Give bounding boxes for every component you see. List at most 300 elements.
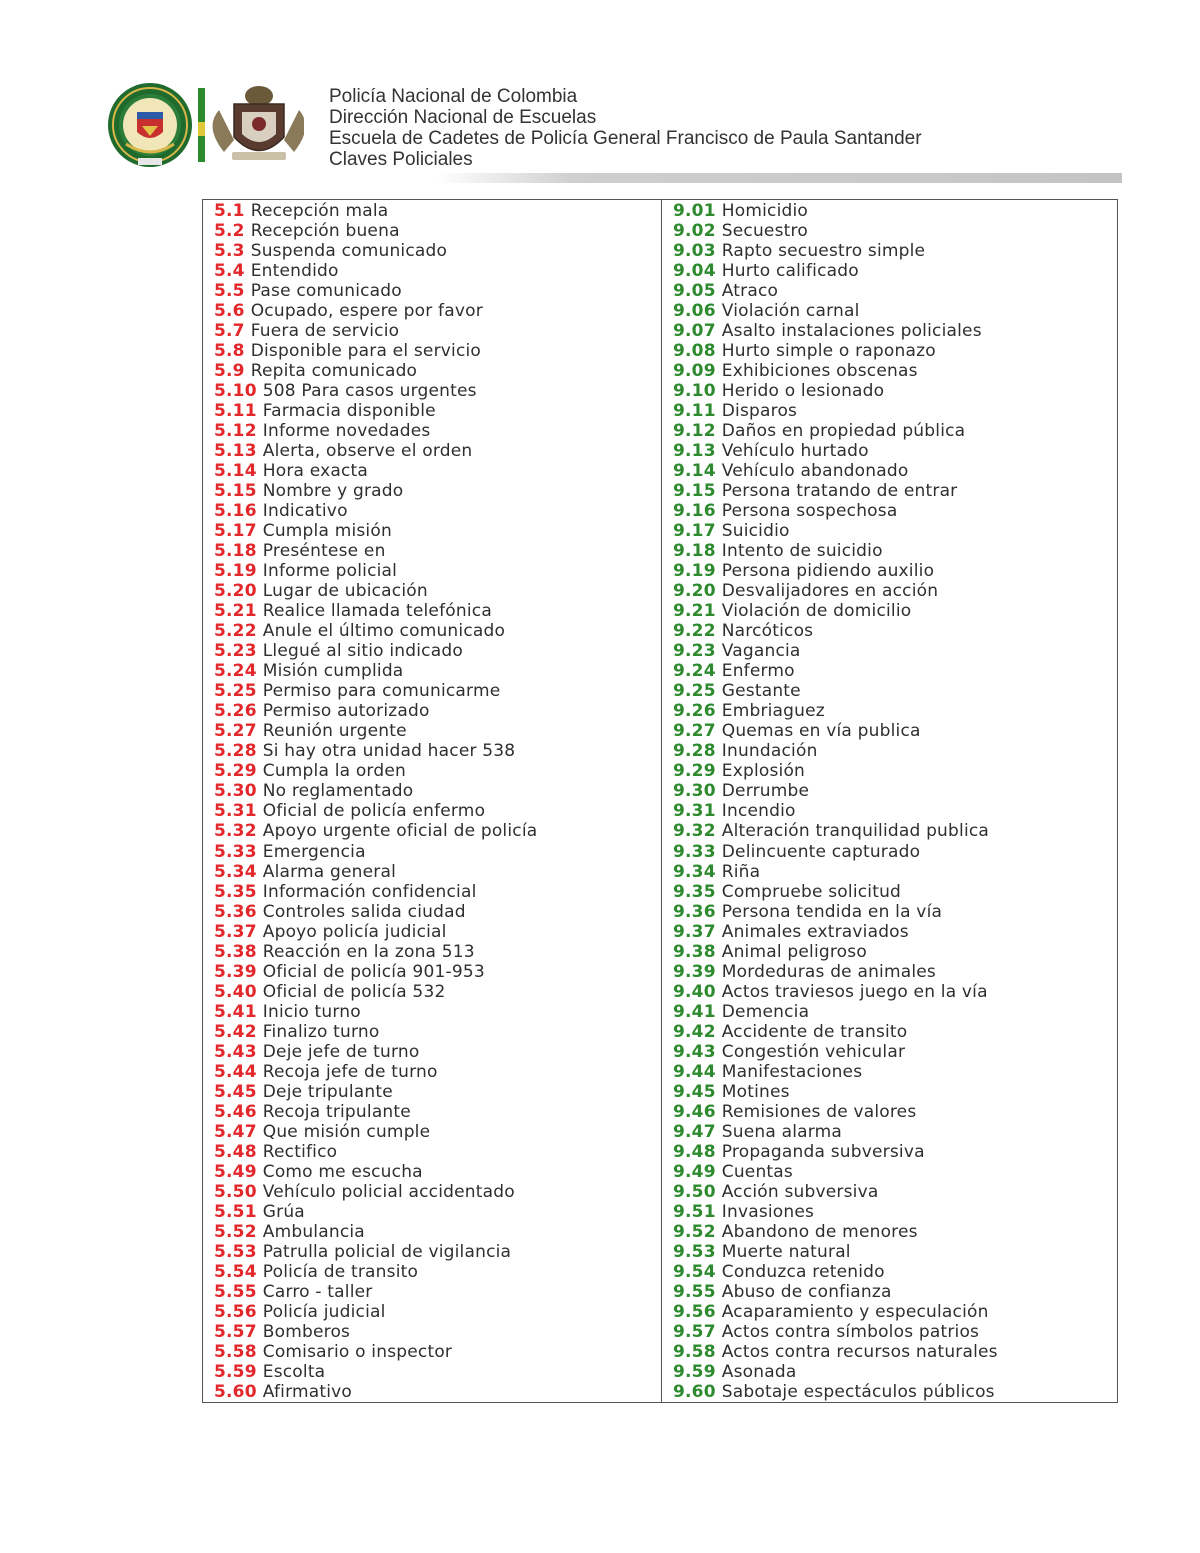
- code-number: 5.49: [214, 1161, 257, 1182]
- code-description: Llegué al sitio indicado: [262, 641, 463, 662]
- code-number: 9.53: [673, 1241, 716, 1262]
- code-number: 5.15: [214, 481, 257, 502]
- code-description: Remisiones de valores: [721, 1101, 917, 1122]
- code-number: 9.33: [673, 841, 716, 862]
- code-row: [673, 541, 1117, 561]
- code-description: Compruebe solicitud: [721, 881, 902, 902]
- code-number: 9.35: [673, 881, 716, 902]
- code-description: Bomberos: [262, 1321, 351, 1342]
- code-row: [673, 601, 1117, 621]
- code-number: 5.5: [214, 281, 245, 302]
- code-description: Embriaguez: [721, 701, 825, 722]
- code-description: 508 Para casos urgentes: [262, 381, 477, 402]
- code-number: 9.34: [673, 861, 716, 882]
- code-number: 5.28: [214, 741, 257, 762]
- code-row: [673, 641, 1117, 661]
- code-number: 5.40: [214, 981, 257, 1002]
- code-description: Pase comunicado: [250, 281, 402, 302]
- code-number: 5.47: [214, 1121, 257, 1142]
- code-description: Permiso para comunicarme: [262, 681, 501, 702]
- code-description: Informe novedades: [262, 421, 431, 442]
- code-description: Suena alarma: [721, 1121, 842, 1142]
- code-number: 9.06: [673, 301, 716, 322]
- escuela-coat-of-arms-logo: [213, 86, 304, 160]
- code-row: [673, 1102, 1117, 1122]
- code-row: [673, 521, 1117, 541]
- code-row: [673, 862, 1117, 882]
- code-description: Ambulancia: [262, 1221, 365, 1242]
- code-number: 9.04: [673, 261, 716, 282]
- code-row: [673, 721, 1117, 741]
- code-row: [214, 341, 661, 361]
- code-number: 9.54: [673, 1261, 716, 1282]
- code-number: 5.54: [214, 1261, 257, 1282]
- code-description: Animal peligroso: [721, 941, 867, 962]
- code-number: 9.09: [673, 361, 716, 382]
- code-number: 9.42: [673, 1021, 716, 1042]
- code-row: [214, 1082, 661, 1102]
- code-row: [673, 1322, 1117, 1342]
- code-row: [673, 301, 1117, 321]
- code-number: 9.50: [673, 1181, 716, 1202]
- code-row: [673, 1262, 1117, 1282]
- code-row: [214, 1342, 661, 1362]
- code-row: [214, 761, 661, 781]
- code-row: [214, 661, 661, 681]
- code-description: Daños en propiedad pública: [721, 421, 966, 442]
- code-description: Carro - taller: [262, 1281, 373, 1302]
- code-description: Patrulla policial de vigilancia: [262, 1241, 512, 1262]
- code-row: [214, 1042, 661, 1062]
- code-description: Apoyo urgente oficial de policía: [262, 821, 538, 842]
- code-description: Accidente de transito: [721, 1021, 908, 1042]
- code-number: 9.03: [673, 241, 716, 262]
- code-number: 5.50: [214, 1181, 257, 1202]
- code-number: 9.05: [673, 281, 716, 302]
- code-row: [673, 221, 1117, 241]
- code-number: 9.27: [673, 721, 716, 742]
- code-description: Acción subversiva: [721, 1181, 879, 1202]
- code-row: [673, 461, 1117, 481]
- code-row: [673, 761, 1117, 781]
- code-row: [214, 461, 661, 481]
- code-row: [673, 922, 1117, 942]
- code-row: [214, 301, 661, 321]
- code-row: [673, 1162, 1117, 1182]
- code-description: Finalizo turno: [262, 1021, 380, 1042]
- codes-column-5: [203, 200, 662, 1402]
- code-row: [673, 341, 1117, 361]
- code-row: [214, 922, 661, 942]
- code-number: 5.51: [214, 1201, 257, 1222]
- code-description: Actos traviesos juego en la vía: [721, 981, 988, 1002]
- code-description: Policía de transito: [262, 1261, 419, 1282]
- code-number: 9.51: [673, 1201, 716, 1222]
- code-row: [673, 241, 1117, 261]
- code-number: 5.53: [214, 1241, 257, 1262]
- code-row: [214, 1282, 661, 1302]
- code-number: 5.59: [214, 1361, 257, 1382]
- code-number: 9.01: [673, 201, 716, 221]
- code-description: Apoyo policía judicial: [262, 921, 447, 942]
- code-number: 5.42: [214, 1021, 257, 1042]
- code-number: 5.25: [214, 681, 257, 702]
- code-row: [673, 1342, 1117, 1362]
- code-row: [214, 1002, 661, 1022]
- code-row: [214, 1302, 661, 1322]
- code-description: Secuestro: [721, 221, 808, 242]
- code-description: Mordeduras de animales: [721, 961, 936, 982]
- code-description: Lugar de ubicación: [262, 581, 428, 602]
- code-number: 9.12: [673, 421, 716, 442]
- code-row: [673, 1202, 1117, 1222]
- code-number: 9.19: [673, 561, 716, 582]
- code-number: 5.30: [214, 781, 257, 802]
- code-number: 5.3: [214, 241, 245, 262]
- code-number: 5.31: [214, 801, 257, 822]
- code-row: [673, 1022, 1117, 1042]
- code-row: [673, 1122, 1117, 1142]
- code-row: [673, 902, 1117, 922]
- code-row: [214, 441, 661, 461]
- code-description: Entendido: [250, 261, 339, 282]
- code-row: [214, 1182, 661, 1202]
- code-row: [214, 942, 661, 962]
- code-number: 5.10: [214, 381, 257, 402]
- code-row: [214, 902, 661, 922]
- header-school: Escuela de Cadetes de Policía General Francisco de Paula Santander: [329, 128, 922, 149]
- code-row: [673, 621, 1117, 641]
- code-description: Persona tendida en la vía: [721, 901, 943, 922]
- code-description: Repita comunicado: [250, 361, 418, 382]
- code-description: Oficial de policía enfermo: [262, 801, 486, 822]
- code-number: 9.46: [673, 1101, 716, 1122]
- code-number: 9.47: [673, 1121, 716, 1142]
- code-number: 9.10: [673, 381, 716, 402]
- code-row: [673, 942, 1117, 962]
- code-row: [214, 501, 661, 521]
- code-description: Alteración tranquilidad publica: [721, 821, 990, 842]
- code-number: 5.7: [214, 321, 245, 342]
- code-number: 5.17: [214, 521, 257, 542]
- code-number: 5.58: [214, 1341, 257, 1362]
- code-description: Demencia: [721, 1001, 810, 1022]
- code-row: [673, 882, 1117, 902]
- code-description: Vagancia: [721, 641, 801, 662]
- code-row: [214, 882, 661, 902]
- code-row: [214, 581, 661, 601]
- code-row: [214, 421, 661, 441]
- code-row: [673, 781, 1117, 801]
- codes-table: [202, 199, 1118, 1403]
- code-row: [673, 842, 1117, 862]
- code-number: 5.38: [214, 941, 257, 962]
- code-row: [673, 421, 1117, 441]
- code-number: 9.38: [673, 941, 716, 962]
- code-row: [214, 1142, 661, 1162]
- code-row: [673, 1062, 1117, 1082]
- code-row: [214, 862, 661, 882]
- code-row: [214, 621, 661, 641]
- code-description: Reacción en la zona 513: [262, 941, 475, 962]
- code-number: 9.11: [673, 401, 716, 422]
- code-description: Rectifico: [262, 1141, 338, 1162]
- code-row: [214, 221, 661, 241]
- code-description: Como me escucha: [262, 1161, 423, 1182]
- code-description: Oficial de policía 532: [262, 981, 446, 1002]
- code-row: [673, 801, 1117, 821]
- code-number: 5.60: [214, 1381, 257, 1402]
- code-description: Preséntese en: [262, 541, 386, 562]
- code-number: 9.37: [673, 921, 716, 942]
- code-row: [673, 261, 1117, 281]
- code-row: [214, 281, 661, 301]
- code-number: 5.43: [214, 1041, 257, 1062]
- code-description: Alarma general: [262, 861, 397, 882]
- code-number: 5.56: [214, 1301, 257, 1322]
- code-description: Enfermo: [721, 661, 795, 682]
- code-number: 5.23: [214, 641, 257, 662]
- code-row: [214, 1162, 661, 1182]
- code-description: Controles salida ciudad: [262, 901, 466, 922]
- code-row: [673, 481, 1117, 501]
- code-number: 5.45: [214, 1081, 257, 1102]
- code-row: [673, 821, 1117, 841]
- code-number: 9.59: [673, 1361, 716, 1382]
- code-number: 5.29: [214, 761, 257, 782]
- code-row: [673, 701, 1117, 721]
- code-number: 9.23: [673, 641, 716, 662]
- institution-logos: [104, 82, 304, 168]
- code-description: Inicio turno: [262, 1001, 361, 1022]
- code-number: 5.46: [214, 1101, 257, 1122]
- code-description: Rapto secuestro simple: [721, 241, 926, 262]
- code-description: Reunión urgente: [262, 721, 407, 742]
- code-number: 9.32: [673, 821, 716, 842]
- code-description: Incendio: [721, 801, 796, 822]
- code-row: [673, 501, 1117, 521]
- header-divider: [436, 173, 1122, 183]
- code-description: Afirmativo: [262, 1381, 352, 1402]
- code-number: 5.20: [214, 581, 257, 602]
- code-row: [214, 721, 661, 741]
- code-number: 9.14: [673, 461, 716, 482]
- policia-emblem-logo: [108, 83, 192, 167]
- code-number: 9.28: [673, 741, 716, 762]
- code-number: 5.24: [214, 661, 257, 682]
- code-description: Inundación: [721, 741, 818, 762]
- code-description: Emergencia: [262, 841, 366, 862]
- code-row: [673, 1002, 1117, 1022]
- codes-column-9: [662, 200, 1117, 1402]
- code-row: [673, 321, 1117, 341]
- code-description: Realice llamada telefónica: [262, 601, 492, 622]
- code-number: 9.45: [673, 1081, 716, 1102]
- code-description: Vehículo abandonado: [721, 461, 909, 482]
- code-description: Conduzca retenido: [721, 1261, 885, 1282]
- code-row: [673, 1242, 1117, 1262]
- code-number: 5.9: [214, 361, 245, 382]
- code-row: [214, 821, 661, 841]
- code-description: Escolta: [262, 1361, 326, 1382]
- code-description: Vehículo hurtado: [721, 441, 869, 462]
- code-number: 5.39: [214, 961, 257, 982]
- code-description: Permiso autorizado: [262, 701, 430, 722]
- code-description: Narcóticos: [721, 621, 814, 642]
- code-number: 9.21: [673, 601, 716, 622]
- code-number: 9.13: [673, 441, 716, 462]
- code-number: 5.57: [214, 1321, 257, 1342]
- code-number: 9.58: [673, 1341, 716, 1362]
- code-number: 9.55: [673, 1281, 716, 1302]
- code-number: 9.56: [673, 1301, 716, 1322]
- code-description: Alerta, observe el orden: [262, 441, 473, 462]
- code-number: 5.13: [214, 441, 257, 462]
- code-row: [673, 1082, 1117, 1102]
- code-row: [214, 541, 661, 561]
- code-description: Actos contra símbolos patrios: [721, 1321, 980, 1342]
- code-description: Recepción mala: [250, 201, 389, 221]
- code-row: [214, 641, 661, 661]
- code-row: [214, 381, 661, 401]
- code-number: 9.26: [673, 701, 716, 722]
- code-number: 5.26: [214, 701, 257, 722]
- code-number: 9.08: [673, 341, 716, 362]
- code-row: [214, 1362, 661, 1382]
- code-description: Explosión: [721, 761, 806, 782]
- code-description: Gestante: [721, 681, 801, 702]
- code-description: Abandono de menores: [721, 1221, 918, 1242]
- code-row: [673, 201, 1117, 221]
- code-description: Abuso de confianza: [721, 1281, 892, 1302]
- code-description: Hurto simple o raponazo: [721, 341, 936, 362]
- code-row: [214, 842, 661, 862]
- code-description: Manifestaciones: [721, 1061, 863, 1082]
- code-row: [673, 1042, 1117, 1062]
- code-description: Hurto calificado: [721, 261, 859, 282]
- header-document-title: Claves Policiales: [329, 149, 473, 170]
- code-row: [214, 1322, 661, 1342]
- code-number: 9.30: [673, 781, 716, 802]
- code-description: Anule el último comunicado: [262, 621, 506, 642]
- code-number: 9.40: [673, 981, 716, 1002]
- code-description: Desvalijadores en acción: [721, 581, 939, 602]
- code-row: [214, 261, 661, 281]
- code-description: Riña: [721, 861, 761, 882]
- code-number: 9.57: [673, 1321, 716, 1342]
- code-description: Ocupado, espere por favor: [250, 301, 483, 322]
- code-number: 5.36: [214, 901, 257, 922]
- code-number: 9.24: [673, 661, 716, 682]
- code-number: 5.8: [214, 341, 245, 362]
- code-description: Propaganda subversiva: [721, 1141, 925, 1162]
- code-description: Atraco: [721, 281, 779, 302]
- code-description: Información confidencial: [262, 881, 477, 902]
- code-row: [214, 1122, 661, 1142]
- code-number: 9.49: [673, 1161, 716, 1182]
- code-number: 5.34: [214, 861, 257, 882]
- code-row: [673, 661, 1117, 681]
- code-description: Asalto instalaciones policiales: [721, 321, 982, 342]
- code-row: [673, 441, 1117, 461]
- code-description: Derrumbe: [721, 781, 810, 802]
- code-number: 9.02: [673, 221, 716, 242]
- code-row: [214, 1062, 661, 1082]
- code-description: Invasiones: [721, 1201, 815, 1222]
- code-description: Grúa: [262, 1201, 305, 1222]
- code-description: Disparos: [721, 401, 798, 422]
- header-institution: Policía Nacional de Colombia: [329, 86, 578, 107]
- code-row: [673, 281, 1117, 301]
- code-description: Recoja jefe de turno: [262, 1061, 438, 1082]
- code-number: 5.22: [214, 621, 257, 642]
- code-row: [214, 741, 661, 761]
- code-description: Nombre y grado: [262, 481, 404, 502]
- code-number: 5.4: [214, 261, 245, 282]
- code-row: [214, 561, 661, 581]
- code-row: [214, 321, 661, 341]
- code-row: [214, 521, 661, 541]
- code-number: 5.16: [214, 501, 257, 522]
- code-number: 5.35: [214, 881, 257, 902]
- code-number: 5.1: [214, 201, 245, 221]
- code-number: 9.60: [673, 1381, 716, 1402]
- code-row: [673, 1382, 1117, 1402]
- code-row: [673, 401, 1117, 421]
- code-number: 5.11: [214, 401, 257, 422]
- code-description: Delincuente capturado: [721, 841, 921, 862]
- code-row: [673, 962, 1117, 982]
- code-description: Recoja tripulante: [262, 1101, 411, 1122]
- code-description: Persona tratando de entrar: [721, 481, 958, 502]
- code-row: [673, 982, 1117, 1002]
- code-row: [673, 1142, 1117, 1162]
- code-description: Hora exacta: [262, 461, 369, 482]
- code-row: [673, 1222, 1117, 1242]
- code-row: [673, 1362, 1117, 1382]
- code-description: Suspenda comunicado: [250, 241, 448, 262]
- code-row: [214, 201, 661, 221]
- code-number: 9.22: [673, 621, 716, 642]
- code-number: 5.41: [214, 1001, 257, 1022]
- code-number: 5.52: [214, 1221, 257, 1242]
- code-row: [214, 681, 661, 701]
- code-description: Informe policial: [262, 561, 398, 582]
- code-description: Violación carnal: [721, 301, 860, 322]
- header-directorate: Dirección Nacional de Escuelas: [329, 107, 597, 128]
- code-description: Farmacia disponible: [262, 401, 436, 422]
- code-row: [214, 982, 661, 1002]
- code-number: 5.12: [214, 421, 257, 442]
- code-description: Muerte natural: [721, 1241, 851, 1262]
- code-row: [673, 361, 1117, 381]
- code-number: 9.43: [673, 1041, 716, 1062]
- code-row: [214, 801, 661, 821]
- code-description: Herido o lesionado: [721, 381, 885, 402]
- code-row: [214, 1382, 661, 1402]
- code-description: Acaparamiento y especulación: [721, 1301, 989, 1322]
- code-number: 9.07: [673, 321, 716, 342]
- code-number: 5.32: [214, 821, 257, 842]
- code-number: 5.14: [214, 461, 257, 482]
- code-number: 5.2: [214, 221, 245, 242]
- code-number: 5.18: [214, 541, 257, 562]
- code-number: 5.48: [214, 1141, 257, 1162]
- code-description: Deje tripulante: [262, 1081, 393, 1102]
- code-row: [214, 601, 661, 621]
- code-row: [214, 701, 661, 721]
- code-description: Deje jefe de turno: [262, 1041, 420, 1062]
